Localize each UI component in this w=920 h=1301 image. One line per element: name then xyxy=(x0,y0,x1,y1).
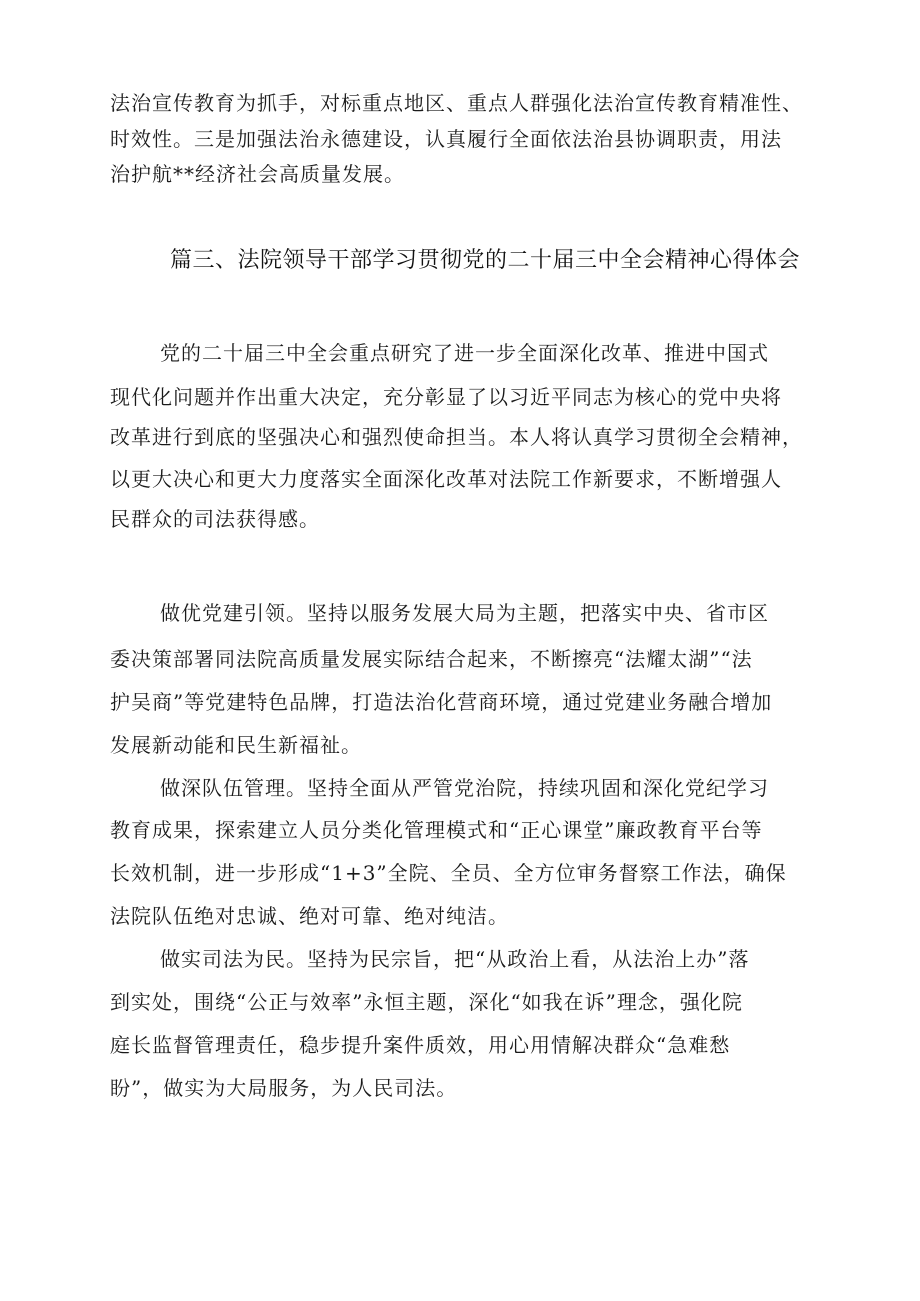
para2-line-1: 做深队伍管理。坚持全面从严管党治院，持续巩固和深化党纪学习 xyxy=(160,776,769,800)
para1-line-3: 护吴商”等党建特色品牌，打造法治化营商环境，通过党建业务融合增加 xyxy=(110,690,773,714)
para2-line-2: 教育成果，探索建立人员分类化管理模式和“正心课堂”廉政教育平台等 xyxy=(110,818,763,842)
para1-line-4: 发展新动能和民生新福祉。 xyxy=(110,733,362,757)
intro-line-2: 现代化问题并作出重大决定，充分彰显了以习近平同志为核心的党中央将 xyxy=(110,385,782,409)
top-paragraph-line-2: 时效性。三是加强法治永德建设，认真履行全面依法治县协调职责，用法 xyxy=(110,127,782,151)
para2-line-4: 法院队伍绝对忠诚、绝对可靠、绝对纯洁。 xyxy=(110,904,509,928)
top-paragraph-line-3: 治护航**经济社会高质量发展。 xyxy=(110,162,405,186)
top-paragraph-line-1: 法治宣传教育为抓手，对标重点地区、重点人群强化法治宣传教育精准性、 xyxy=(110,91,803,115)
para3-line-1: 做实司法为民。坚持为民宗旨，把“从政治上看，从法治上办”落 xyxy=(160,947,750,971)
intro-line-5: 民群众的司法获得感。 xyxy=(110,507,320,531)
para3-line-3: 庭长监督管理责任，稳步提升案件质效，用心用情解决群众“急难愁 xyxy=(110,1033,731,1057)
intro-line-1: 党的二十届三中全会重点研究了进一步全面深化改革、推进中国式 xyxy=(160,341,769,365)
para3-line-2: 到实处，围绕“公正与效率”永恒主题，深化“如我在诉”理念，强化院 xyxy=(110,990,743,1014)
para3-line-4: 盼”，做实为大局服务，为人民司法。 xyxy=(110,1076,458,1100)
section-title: 篇三、法院领导干部学习贯彻党的二十届三中全会精神心得体会 xyxy=(170,248,801,273)
intro-line-3: 改革进行到底的坚强决心和强烈使命担当。本人将认真学习贯彻全会精神， xyxy=(110,425,803,449)
para1-line-1: 做优党建引领。坚持以服务发展大局为主题，把落实中央、省市区 xyxy=(160,601,769,625)
para1-line-2: 委决策部署同法院高质量发展实际结合起来，不断擦亮“法耀太湖”“法 xyxy=(110,647,753,671)
intro-line-4: 以更大决心和更大力度落实全面深化改革对法院工作新要求，不断增强人 xyxy=(110,467,782,491)
para2-line-3: 长效机制，进一步形成“1+3”全院、全员、全方位审务督察工作法，确保 xyxy=(110,861,787,885)
